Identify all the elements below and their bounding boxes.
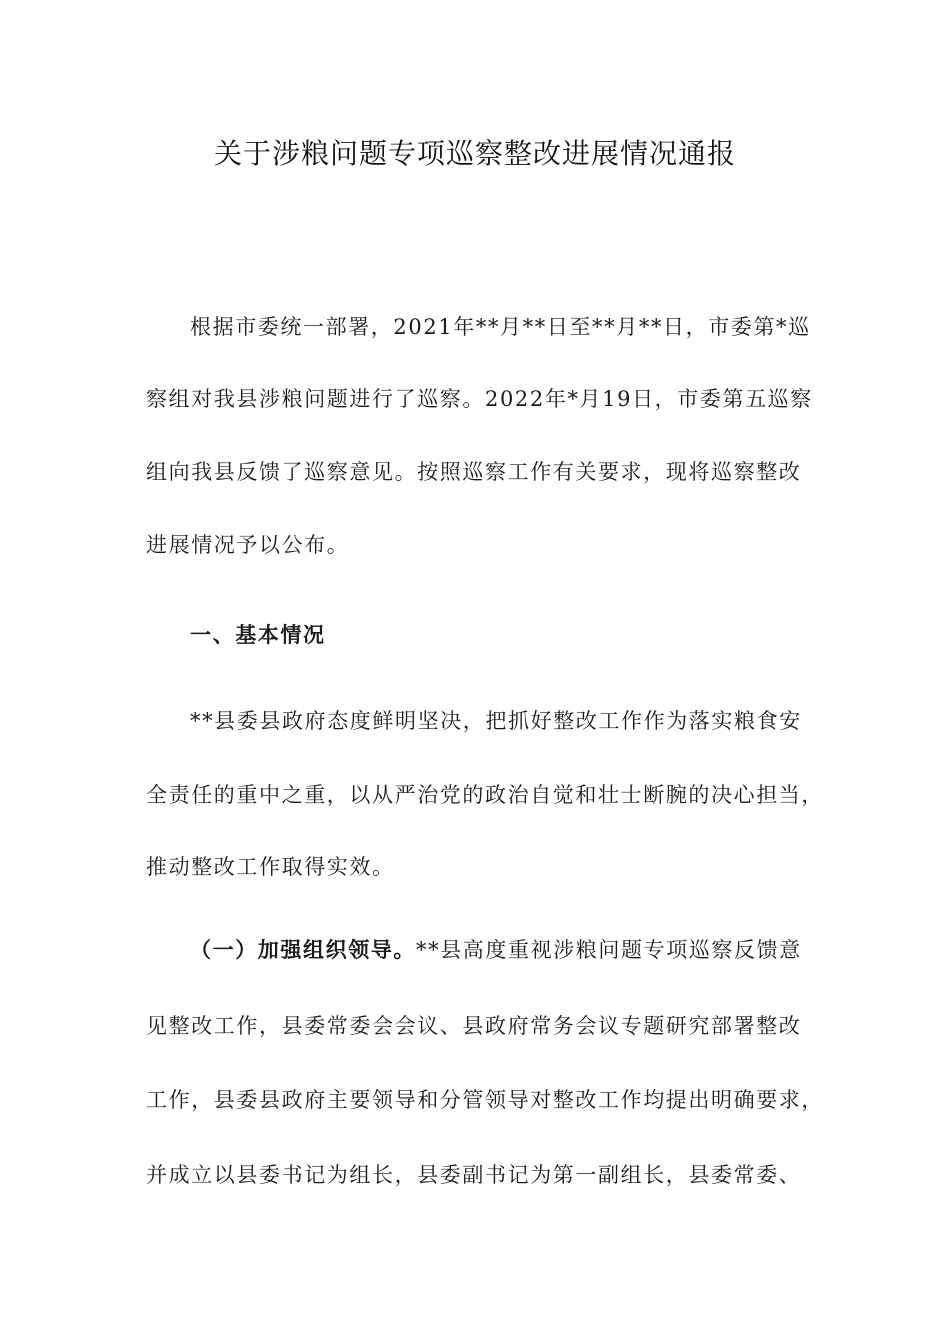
paragraph-line: 根据市委统一部署，2021年**月**日至**月**日，市委第*巡 bbox=[190, 315, 811, 339]
document-title: 关于涉粮问题专项巡察整改进展情况通报 bbox=[213, 137, 736, 170]
paragraph-line: 见整改工作，县委常委会会议、县政府常务会议专题研究部署整改 bbox=[146, 1014, 802, 1038]
paragraph-line: **县委县政府态度鲜明坚决，把抓好整改工作作为落实粮食安 bbox=[190, 709, 802, 733]
paragraph-line: 进展情况予以公布。 bbox=[146, 533, 350, 557]
subsection-text: **县高度重视涉粮问题专项巡察反馈意 bbox=[416, 938, 802, 962]
paragraph-line: 全责任的重中之重，以从严治党的政治自觉和壮士断腕的决心担当， bbox=[146, 783, 824, 807]
paragraph-line: 组向我县反馈了巡察意见。按照巡察工作有关要求，现将巡察整改 bbox=[146, 460, 802, 484]
paragraph-line: 察组对我县涉粮问题进行了巡察。2022年*月19日，市委第五巡察 bbox=[146, 387, 813, 411]
subsection-heading: （一）加强组织领导。 bbox=[190, 938, 416, 962]
paragraph-line: 并成立以县委书记为组长，县委副书记为第一副组长，县委常委、 bbox=[146, 1163, 802, 1187]
paragraph-line: 推动整改工作取得实效。 bbox=[146, 855, 395, 879]
subsection-first-line bbox=[190, 935, 806, 965]
section-heading: 一、基本情况 bbox=[190, 623, 326, 647]
paragraph-line: 工作，县委县政府主要领导和分管领导对整改工作均提出明确要求， bbox=[146, 1088, 824, 1112]
